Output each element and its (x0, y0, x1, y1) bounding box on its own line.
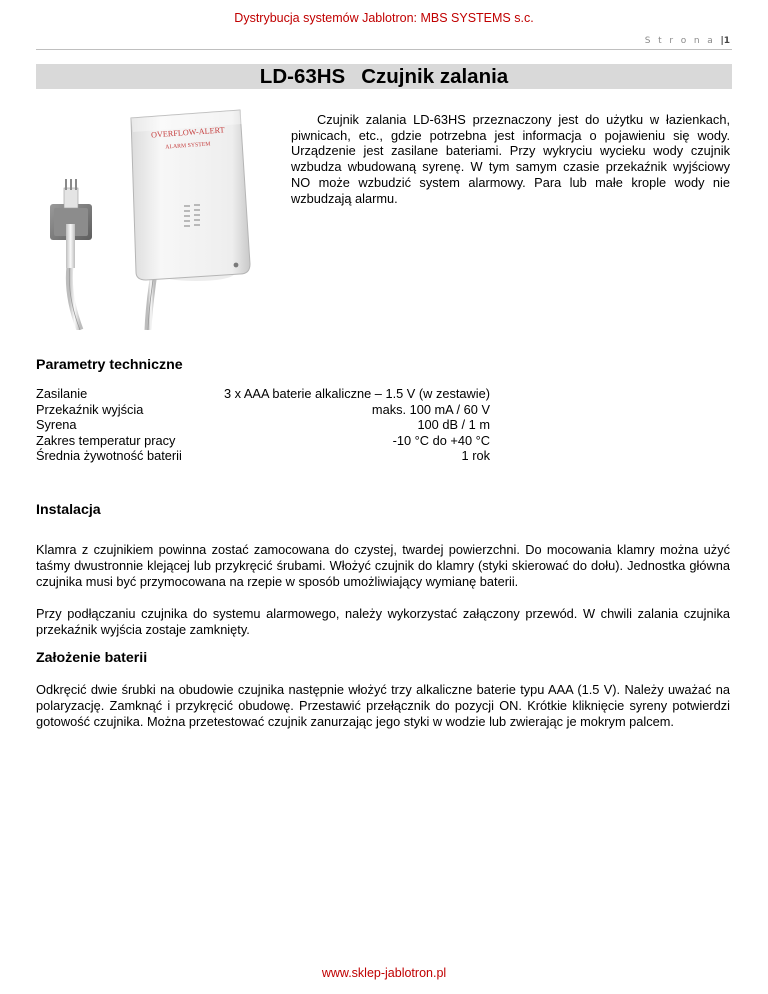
installation-heading: Instalacja (36, 502, 101, 518)
spec-name: Zakres temperatur pracy (36, 432, 176, 448)
battery-paragraph: Odkręcić dwie śrubki na obudowie czujnika następnie włożyć trzy alkaliczne baterie typu AAA (1.5 V). Należy uważać na polaryzację. Zamknąć i przykręcić obudowę. Przestawić przełącznik do pozycji ON. Krótkie kliknięcie syreny potwierdzi gotowość czujnika. Można przetestować czujnik zanurzając jego styki w wodzie lub zwierając je mokrym palcem. (36, 682, 730, 729)
spec-row (36, 417, 490, 433)
spec-value: 1 rok (461, 448, 490, 464)
page-separator: | (720, 36, 724, 46)
specs-heading: Parametry techniczne (36, 357, 183, 373)
spec-row (36, 448, 490, 464)
installation-paragraph-2: Przy podłączaniu czujnika do systemu alarmowego, należy wykorzystać załączony przewód. W chwili zalania czujnika przekaźnik wyjścia zostaje zamknięty. (36, 606, 730, 637)
intro-paragraph: Czujnik zalania LD-63HS przeznaczony jest do użytku w łazienkach, piwnicach, etc., gdzie potrzebna jest informacja o pojawieniu się wody. Urządzenie jest zasilane bateriami. Przy wykryciu wycieku wody czujnik wzbudza wbudowaną syrenę. W tym samym czasie przekaźnik wyjściowy NO może wzbudzić system alarmowy. Para lub małe krople wody nie wzbudzają alarmu. (291, 112, 730, 206)
spec-name: Przekaźnik wyjścia (36, 401, 144, 417)
product-photo (34, 104, 284, 330)
header-rule (36, 49, 732, 50)
spec-name: Syrena (36, 417, 77, 433)
spec-name: Średnia żywotność baterii (36, 448, 182, 464)
battery-heading: Założenie baterii (36, 650, 148, 666)
spec-value: -10 °C do +40 °C (392, 432, 490, 448)
installation-paragraph-1: Klamra z czujnikiem powinna zostać zamocowana do czystej, twardej powierzchni. Do mocowania klamry można użyć taśmy dwustronnie klejącej lub przykręcić śrubami. Włożyć czujnik do klamry (styki skierować do dołu). Jednostka główna czujnika musi być przymocowana na rzepie w sposób umożliwiający wymianę baterii. (36, 542, 730, 589)
page-title (36, 64, 732, 89)
title-name: Czujnik zalania (361, 65, 509, 88)
title-model: LD-63HS (259, 65, 346, 88)
footer-shop-link[interactable]: www.sklep-jablotron.pl (321, 966, 447, 980)
specs-table (36, 386, 490, 464)
page-word: S t r o n a (644, 36, 716, 46)
photo-label-line2: ALARM SYSTEM (165, 141, 211, 151)
spec-row (36, 402, 490, 418)
spec-name: Zasilanie (36, 386, 88, 401)
spec-value: 3 x AAA baterie alkaliczne – 1.5 V (w zestawie) (223, 386, 490, 401)
photo-label-line1: OVERFLOW-ALERT (150, 125, 225, 140)
spec-value: 100 dB / 1 m (417, 417, 490, 433)
spec-row (36, 433, 490, 449)
spec-value: maks. 100 mA / 60 V (371, 401, 490, 417)
header-distributor: Dystrybucja systemów Jablotron: MBS SYSTEMS s.c. (234, 11, 534, 25)
page-number: 1 (723, 36, 730, 46)
spec-row (36, 386, 490, 402)
page-number-label (645, 36, 730, 46)
product-photo-drawing (34, 104, 284, 330)
